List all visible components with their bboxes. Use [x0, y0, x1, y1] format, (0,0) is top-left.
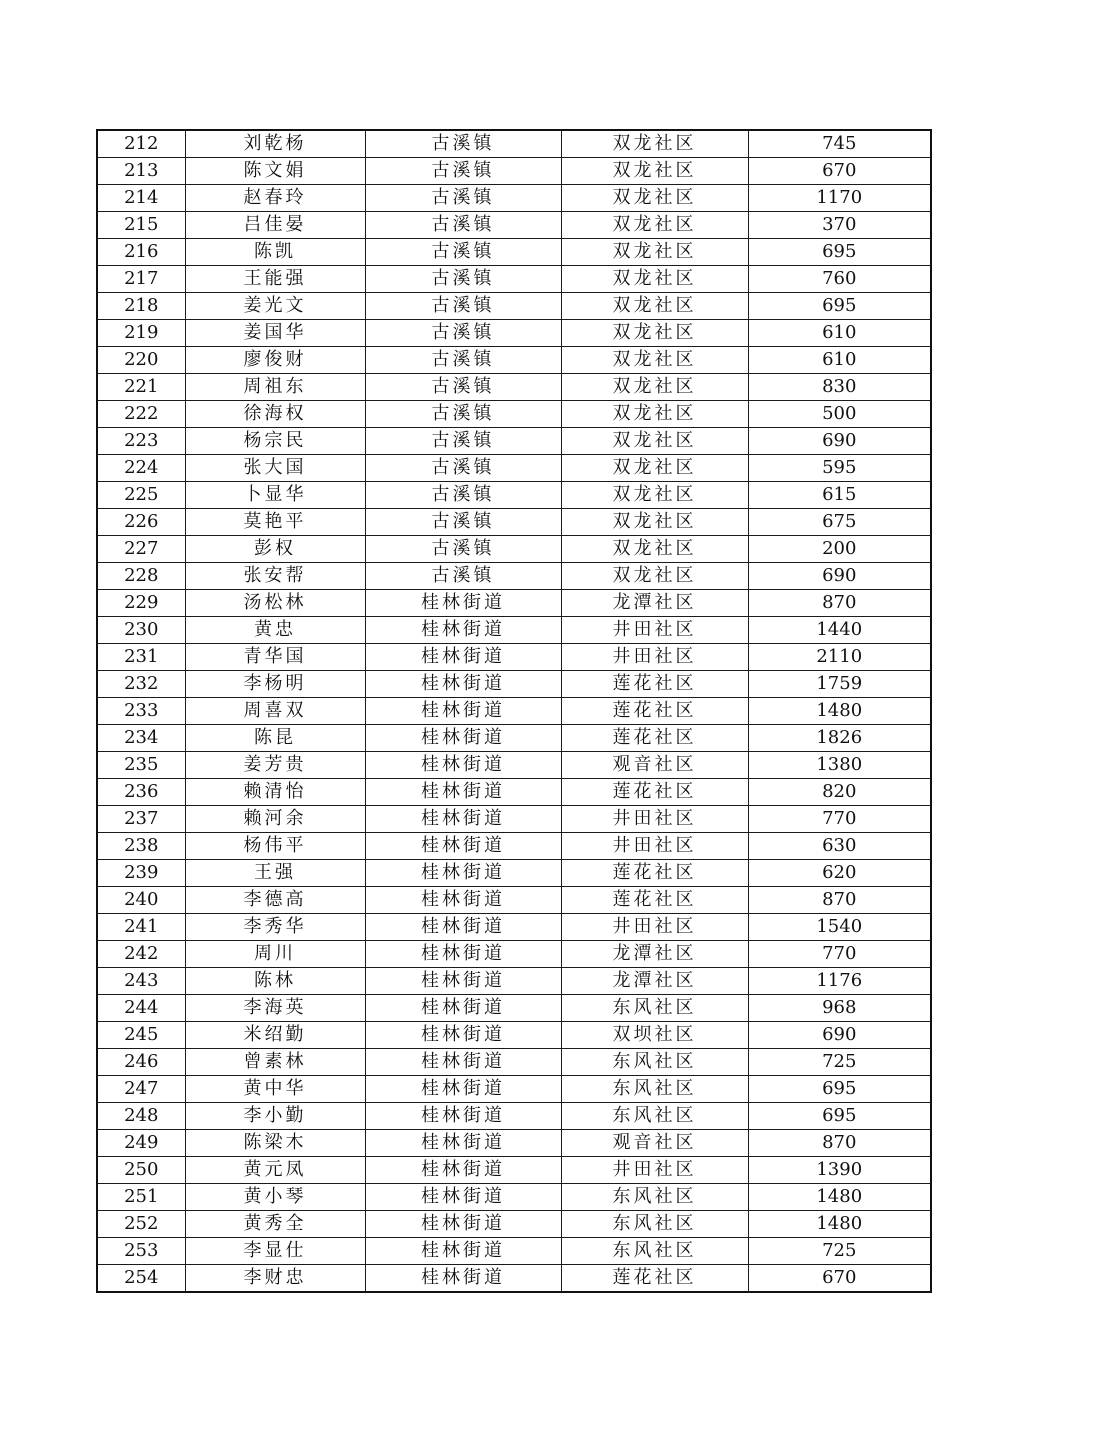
amount-value: 760 — [748, 266, 931, 293]
community-name: 双坝社区 — [561, 1022, 748, 1049]
table-row — [97, 185, 931, 212]
town-name: 桂林街道 — [365, 617, 561, 644]
town-name: 古溪镇 — [365, 130, 561, 158]
town-name: 古溪镇 — [365, 374, 561, 401]
community-name: 井田社区 — [561, 833, 748, 860]
community-name: 莲花社区 — [561, 779, 748, 806]
amount-value: 1176 — [748, 968, 931, 995]
town-name: 桂林街道 — [365, 833, 561, 860]
person-name: 周川 — [185, 941, 365, 968]
amount-value: 2110 — [748, 644, 931, 671]
table-row — [97, 1022, 931, 1049]
community-name: 双龙社区 — [561, 563, 748, 590]
person-name: 青华国 — [185, 644, 365, 671]
row-number: 236 — [97, 779, 185, 806]
amount-value: 1170 — [748, 185, 931, 212]
community-name: 双龙社区 — [561, 130, 748, 158]
town-name: 桂林街道 — [365, 887, 561, 914]
town-name: 古溪镇 — [365, 158, 561, 185]
amount-value: 1480 — [748, 698, 931, 725]
town-name: 古溪镇 — [365, 293, 561, 320]
community-name: 双龙社区 — [561, 509, 748, 536]
table-row — [97, 995, 931, 1022]
person-name: 李显仕 — [185, 1238, 365, 1265]
table-row — [97, 266, 931, 293]
amount-value: 670 — [748, 158, 931, 185]
roster-table — [96, 129, 932, 1293]
person-name: 杨伟平 — [185, 833, 365, 860]
town-name: 桂林街道 — [365, 698, 561, 725]
person-name: 赵春玲 — [185, 185, 365, 212]
person-name: 黄中华 — [185, 1076, 365, 1103]
amount-value: 870 — [748, 887, 931, 914]
person-name: 张大国 — [185, 455, 365, 482]
table-row — [97, 347, 931, 374]
community-name: 双龙社区 — [561, 266, 748, 293]
amount-value: 870 — [748, 1130, 931, 1157]
community-name: 双龙社区 — [561, 320, 748, 347]
amount-value: 610 — [748, 347, 931, 374]
town-name: 桂林街道 — [365, 860, 561, 887]
town-name: 桂林街道 — [365, 806, 561, 833]
row-number: 215 — [97, 212, 185, 239]
person-name: 李德高 — [185, 887, 365, 914]
table-row — [97, 563, 931, 590]
person-name: 黄元凤 — [185, 1157, 365, 1184]
row-number: 248 — [97, 1103, 185, 1130]
row-number: 222 — [97, 401, 185, 428]
table-row — [97, 401, 931, 428]
amount-value: 620 — [748, 860, 931, 887]
town-name: 桂林街道 — [365, 1157, 561, 1184]
person-name: 陈昆 — [185, 725, 365, 752]
table-row — [97, 320, 931, 347]
amount-value: 695 — [748, 1103, 931, 1130]
table-row — [97, 1076, 931, 1103]
amount-value: 615 — [748, 482, 931, 509]
row-number: 234 — [97, 725, 185, 752]
row-number: 246 — [97, 1049, 185, 1076]
community-name: 观音社区 — [561, 752, 748, 779]
community-name: 东风社区 — [561, 1049, 748, 1076]
community-name: 井田社区 — [561, 1157, 748, 1184]
town-name: 桂林街道 — [365, 671, 561, 698]
person-name: 周喜双 — [185, 698, 365, 725]
community-name: 东风社区 — [561, 1103, 748, 1130]
table-row — [97, 860, 931, 887]
community-name: 莲花社区 — [561, 887, 748, 914]
town-name: 桂林街道 — [365, 1130, 561, 1157]
community-name: 井田社区 — [561, 914, 748, 941]
amount-value: 830 — [748, 374, 931, 401]
community-name: 莲花社区 — [561, 698, 748, 725]
row-number: 231 — [97, 644, 185, 671]
person-name: 刘乾杨 — [185, 130, 365, 158]
row-number: 243 — [97, 968, 185, 995]
community-name: 井田社区 — [561, 806, 748, 833]
town-name: 桂林街道 — [365, 590, 561, 617]
person-name: 赖河余 — [185, 806, 365, 833]
amount-value: 1759 — [748, 671, 931, 698]
row-number: 245 — [97, 1022, 185, 1049]
row-number: 212 — [97, 130, 185, 158]
person-name: 莫艳平 — [185, 509, 365, 536]
town-name: 桂林街道 — [365, 968, 561, 995]
amount-value: 695 — [748, 1076, 931, 1103]
community-name: 井田社区 — [561, 617, 748, 644]
person-name: 李杨明 — [185, 671, 365, 698]
table-row — [97, 671, 931, 698]
person-name: 张安帮 — [185, 563, 365, 590]
person-name: 王能强 — [185, 266, 365, 293]
community-name: 双龙社区 — [561, 239, 748, 266]
community-name: 莲花社区 — [561, 1265, 748, 1293]
amount-value: 610 — [748, 320, 931, 347]
community-name: 双龙社区 — [561, 455, 748, 482]
amount-value: 1480 — [748, 1184, 931, 1211]
person-name: 卜显华 — [185, 482, 365, 509]
table-row — [97, 374, 931, 401]
table-row — [97, 779, 931, 806]
town-name: 古溪镇 — [365, 401, 561, 428]
person-name: 曾素林 — [185, 1049, 365, 1076]
town-name: 古溪镇 — [365, 509, 561, 536]
person-name: 汤松林 — [185, 590, 365, 617]
table-row — [97, 1238, 931, 1265]
amount-value: 820 — [748, 779, 931, 806]
table-row — [97, 644, 931, 671]
community-name: 莲花社区 — [561, 860, 748, 887]
community-name: 东风社区 — [561, 1238, 748, 1265]
table-row — [97, 887, 931, 914]
amount-value: 745 — [748, 130, 931, 158]
person-name: 李小勤 — [185, 1103, 365, 1130]
community-name: 双龙社区 — [561, 293, 748, 320]
amount-value: 690 — [748, 563, 931, 590]
person-name: 吕佳晏 — [185, 212, 365, 239]
amount-value: 725 — [748, 1049, 931, 1076]
amount-value: 500 — [748, 401, 931, 428]
table-row — [97, 752, 931, 779]
amount-value: 770 — [748, 941, 931, 968]
town-name: 桂林街道 — [365, 1022, 561, 1049]
table-row — [97, 1265, 931, 1293]
row-number: 244 — [97, 995, 185, 1022]
row-number: 241 — [97, 914, 185, 941]
town-name: 古溪镇 — [365, 482, 561, 509]
town-name: 桂林街道 — [365, 752, 561, 779]
row-number: 237 — [97, 806, 185, 833]
town-name: 桂林街道 — [365, 995, 561, 1022]
row-number: 228 — [97, 563, 185, 590]
amount-value: 670 — [748, 1265, 931, 1293]
row-number: 224 — [97, 455, 185, 482]
town-name: 桂林街道 — [365, 644, 561, 671]
table-row — [97, 1184, 931, 1211]
table-row — [97, 482, 931, 509]
town-name: 古溪镇 — [365, 239, 561, 266]
table-row — [97, 1130, 931, 1157]
row-number: 233 — [97, 698, 185, 725]
row-number: 251 — [97, 1184, 185, 1211]
row-number: 226 — [97, 509, 185, 536]
town-name: 桂林街道 — [365, 941, 561, 968]
person-name: 周祖东 — [185, 374, 365, 401]
amount-value: 968 — [748, 995, 931, 1022]
table-row — [97, 590, 931, 617]
row-number: 254 — [97, 1265, 185, 1293]
person-name: 米绍勤 — [185, 1022, 365, 1049]
table-row — [97, 914, 931, 941]
row-number: 240 — [97, 887, 185, 914]
community-name: 双龙社区 — [561, 482, 748, 509]
table-row — [97, 698, 931, 725]
amount-value: 1380 — [748, 752, 931, 779]
row-number: 230 — [97, 617, 185, 644]
roster-body — [97, 130, 931, 1292]
community-name: 龙潭社区 — [561, 968, 748, 995]
person-name: 陈文娟 — [185, 158, 365, 185]
town-name: 古溪镇 — [365, 563, 561, 590]
town-name: 古溪镇 — [365, 428, 561, 455]
community-name: 双龙社区 — [561, 158, 748, 185]
amount-value: 870 — [748, 590, 931, 617]
row-number: 219 — [97, 320, 185, 347]
community-name: 双龙社区 — [561, 347, 748, 374]
town-name: 古溪镇 — [365, 266, 561, 293]
person-name: 黄秀全 — [185, 1211, 365, 1238]
table-row — [97, 428, 931, 455]
amount-value: 1440 — [748, 617, 931, 644]
table-row — [97, 455, 931, 482]
row-number: 252 — [97, 1211, 185, 1238]
row-number: 247 — [97, 1076, 185, 1103]
row-number: 238 — [97, 833, 185, 860]
community-name: 双龙社区 — [561, 374, 748, 401]
person-name: 李海英 — [185, 995, 365, 1022]
amount-value: 630 — [748, 833, 931, 860]
town-name: 古溪镇 — [365, 536, 561, 563]
person-name: 王强 — [185, 860, 365, 887]
amount-value: 370 — [748, 212, 931, 239]
amount-value: 695 — [748, 239, 931, 266]
town-name: 桂林街道 — [365, 1238, 561, 1265]
row-number: 223 — [97, 428, 185, 455]
amount-value: 690 — [748, 428, 931, 455]
community-name: 双龙社区 — [561, 401, 748, 428]
town-name: 古溪镇 — [365, 185, 561, 212]
row-number: 221 — [97, 374, 185, 401]
person-name: 李财忠 — [185, 1265, 365, 1293]
person-name: 陈林 — [185, 968, 365, 995]
amount-value: 770 — [748, 806, 931, 833]
person-name: 黄忠 — [185, 617, 365, 644]
amount-value: 690 — [748, 1022, 931, 1049]
community-name: 双龙社区 — [561, 536, 748, 563]
amount-value: 1540 — [748, 914, 931, 941]
person-name: 陈梁木 — [185, 1130, 365, 1157]
table-row — [97, 1049, 931, 1076]
community-name: 龙潭社区 — [561, 941, 748, 968]
table-row — [97, 941, 931, 968]
community-name: 双龙社区 — [561, 212, 748, 239]
town-name: 桂林街道 — [365, 1076, 561, 1103]
row-number: 232 — [97, 671, 185, 698]
table-row — [97, 212, 931, 239]
person-name: 姜光文 — [185, 293, 365, 320]
row-number: 216 — [97, 239, 185, 266]
row-number: 214 — [97, 185, 185, 212]
row-number: 239 — [97, 860, 185, 887]
row-number: 229 — [97, 590, 185, 617]
row-number: 220 — [97, 347, 185, 374]
community-name: 东风社区 — [561, 995, 748, 1022]
town-name: 桂林街道 — [365, 779, 561, 806]
town-name: 古溪镇 — [365, 212, 561, 239]
community-name: 东风社区 — [561, 1076, 748, 1103]
town-name: 桂林街道 — [365, 1103, 561, 1130]
table-row — [97, 509, 931, 536]
row-number: 227 — [97, 536, 185, 563]
person-name: 廖俊财 — [185, 347, 365, 374]
row-number: 250 — [97, 1157, 185, 1184]
amount-value: 1390 — [748, 1157, 931, 1184]
table-row — [97, 239, 931, 266]
person-name: 黄小琴 — [185, 1184, 365, 1211]
table-row — [97, 536, 931, 563]
amount-value: 675 — [748, 509, 931, 536]
person-name: 姜芳贵 — [185, 752, 365, 779]
table-row — [97, 1157, 931, 1184]
town-name: 古溪镇 — [365, 347, 561, 374]
row-number: 217 — [97, 266, 185, 293]
row-number: 218 — [97, 293, 185, 320]
table-row — [97, 833, 931, 860]
community-name: 莲花社区 — [561, 725, 748, 752]
town-name: 桂林街道 — [365, 1265, 561, 1293]
person-name: 赖清怡 — [185, 779, 365, 806]
person-name: 姜国华 — [185, 320, 365, 347]
community-name: 龙潭社区 — [561, 590, 748, 617]
person-name: 李秀华 — [185, 914, 365, 941]
amount-value: 725 — [748, 1238, 931, 1265]
table-row — [97, 617, 931, 644]
community-name: 双龙社区 — [561, 185, 748, 212]
community-name: 东风社区 — [561, 1184, 748, 1211]
table-row — [97, 158, 931, 185]
amount-value: 1826 — [748, 725, 931, 752]
person-name: 陈凯 — [185, 239, 365, 266]
community-name: 观音社区 — [561, 1130, 748, 1157]
table-row — [97, 130, 931, 158]
town-name: 古溪镇 — [365, 320, 561, 347]
community-name: 井田社区 — [561, 644, 748, 671]
community-name: 莲花社区 — [561, 671, 748, 698]
table-row — [97, 968, 931, 995]
table-row — [97, 1211, 931, 1238]
row-number: 242 — [97, 941, 185, 968]
town-name: 桂林街道 — [365, 1184, 561, 1211]
town-name: 桂林街道 — [365, 1049, 561, 1076]
table-row — [97, 806, 931, 833]
person-name: 徐海权 — [185, 401, 365, 428]
amount-value: 1480 — [748, 1211, 931, 1238]
table-row — [97, 1103, 931, 1130]
town-name: 桂林街道 — [365, 914, 561, 941]
row-number: 225 — [97, 482, 185, 509]
row-number: 213 — [97, 158, 185, 185]
town-name: 桂林街道 — [365, 725, 561, 752]
row-number: 249 — [97, 1130, 185, 1157]
community-name: 双龙社区 — [561, 428, 748, 455]
town-name: 古溪镇 — [365, 455, 561, 482]
row-number: 235 — [97, 752, 185, 779]
table-row — [97, 293, 931, 320]
row-number: 253 — [97, 1238, 185, 1265]
amount-value: 695 — [748, 293, 931, 320]
town-name: 桂林街道 — [365, 1211, 561, 1238]
person-name: 杨宗民 — [185, 428, 365, 455]
amount-value: 200 — [748, 536, 931, 563]
person-name: 彭权 — [185, 536, 365, 563]
amount-value: 595 — [748, 455, 931, 482]
table-row — [97, 725, 931, 752]
community-name: 东风社区 — [561, 1211, 748, 1238]
